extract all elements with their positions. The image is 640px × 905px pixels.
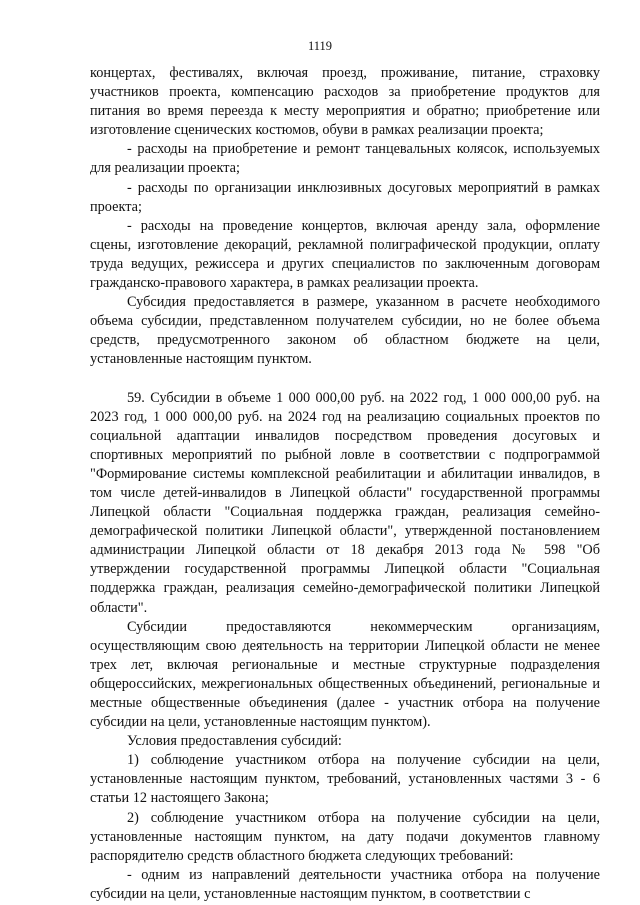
paragraph-gap xyxy=(90,370,600,389)
paragraph-item-59: 59. Субсидии в объеме 1 000 000,00 руб. на 2022 год, 1 000 000,00 руб. на 2023 год, 1 000 000,00 руб. на 2024 год на реализацию социальных проектов по социальной адаптации инвалидов посредством проведения досуговых и спортивных мероприятий по рыбной ловле в соответствии с подпрограммой "Формирование системы комплексной реабилитации и абилитации инвалидов, в том числе детей-инвалидов в Липецкой области" государственной программы Липецкой области "Социальная поддержка граждан, реализация семейно-демографической политики Липецкой области", утвержденной постановлением администрации Липецкой области от 18 декабря 2013 года № 598 "Об утверждении государственной программы Липецкой области "Социальная поддержка граждан, реализация семейно-демографической политики Липецкой области". xyxy=(90,389,600,616)
list-item-inclusive-events: - расходы по организации инклюзивных досуговых мероприятий в рамках проекта; xyxy=(90,179,600,215)
paragraph-continuation: концертах, фестивалях, включая проезд, проживание, питание, страховку участников проекта, компенсацию расходов за приобретение продуктов для питания во время переезда к месту мероприятия и обратно; приобретение или изготовление сценических костюмов, обуви в рамках реализации проекта; xyxy=(90,65,600,139)
paragraph-recipients: Субсидии предоставляются некоммерческим организациям, осуществляющим свою деятельность на территории Липецкой области не менее трех лет, включая региональные и местные структурные подразделения общероссийских, межрегиональных общественных объединений, региональные и местные общественные объединения (далее - участник отбора на получение субсидии на цели, установленные настоящим пунктом). xyxy=(90,618,600,731)
list-item-activity-direction: - одним из направлений деятельности участника отбора на получение субсидии на цели, установленные настоящим пунктом, в соответствии с xyxy=(90,866,600,902)
paragraph-conditions-heading: Условия предоставления субсидий: xyxy=(127,733,342,750)
list-item-concerts: - расходы на проведение концертов, включая аренду зала, оформление сцены, изготовление декораций, рекламной полиграфической продукции, оплату труда ведущих, режиссера и других специалистов по заключенным договорам гражданско-правового характера, в рамках реализации проекта. xyxy=(90,217,600,292)
page-number: 1119 xyxy=(307,39,333,53)
paragraph-subsidy-amount: Субсидия предоставляется в размере, указанном в расчете необходимого объема субсидии, представленном получателем субсидии, но не более объема средств, предусмотренного законом об областном бюджете на цели, установленные настоящим пунктом. xyxy=(90,294,600,368)
list-item-wheelchairs: - расходы на приобретение и ремонт танцевальных колясок, используемых для реализации проекта; xyxy=(90,141,600,177)
document-body xyxy=(90,64,600,904)
condition-item-1: 1) соблюдение участником отбора на получение субсидии на цели, установленные настоящим пунктом, требований, установленных частями 3 - 6 статьи 12 настоящего Закона; xyxy=(90,752,600,807)
condition-item-2: 2) соблюдение участником отбора на получение субсидии на цели, установленные настоящим пунктом, на дату подачи документов главному распорядителю средств областного бюджета следующих требований: xyxy=(90,809,600,864)
